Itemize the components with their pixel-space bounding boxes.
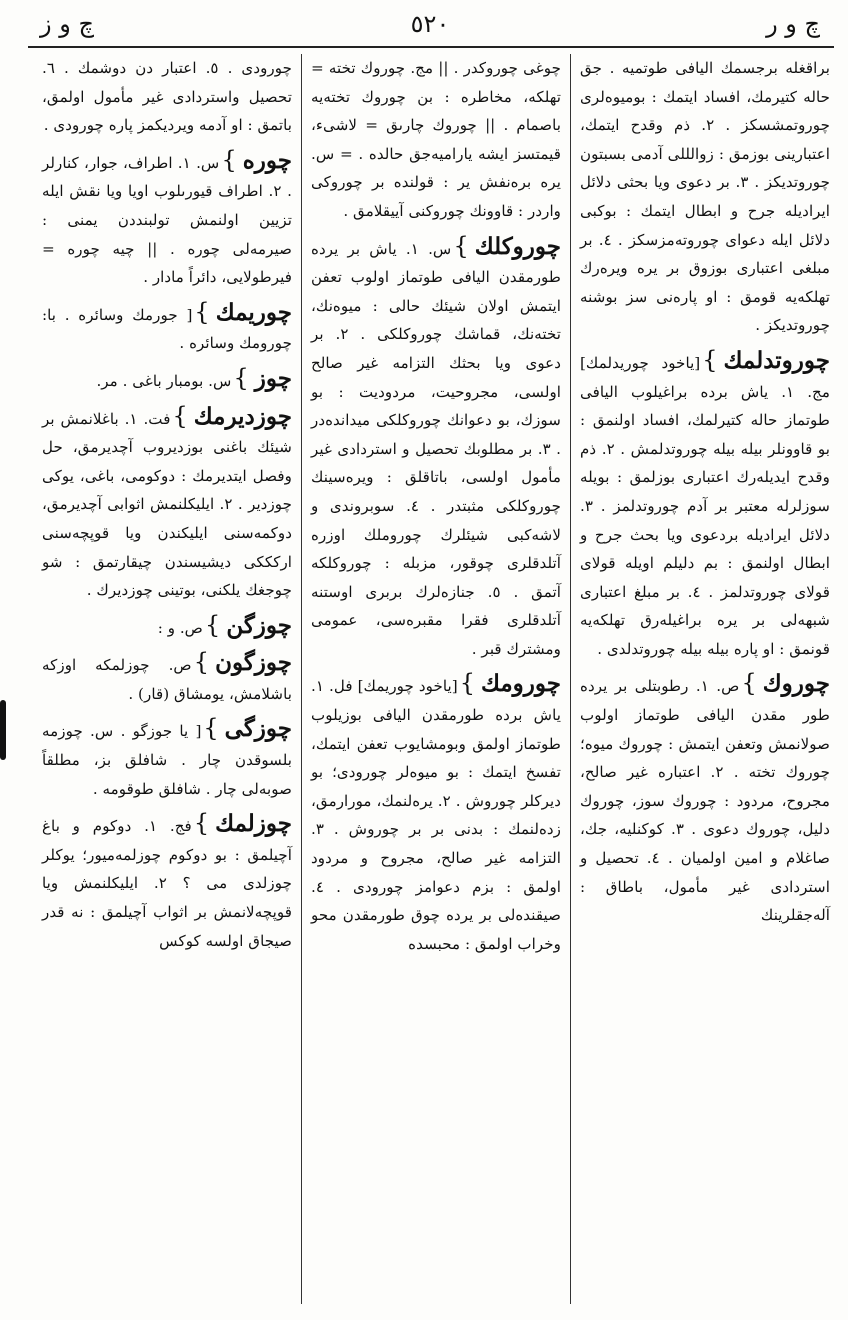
entry-definition: براقغله برجسمك اليافى طوتميه . جق حاله كتيرمك، افساد ايتمك : بومیوەلری چوروتمشسكز . ٢. ذم وقدح ايتمك، اعتبارينى بوزمق : زوالللی آدمی بسبتون چوروتديكز . ٣. بر دعوی ويا بحثی دلائل ايراديله جرح و ابطال ايتمك : بوكبی دلائل ايله دعوای چوروته‌مزسكز . ٤. بر مبلغی اعتباری بوزوق بر يره ويره‌رك تهلكه‌يه قومق : او پاره‌نی سز بوشنه چوروتديكز . (580, 59, 831, 335)
dictionary-entry (42, 714, 292, 803)
brace-mark: } (453, 231, 469, 260)
dictionary-entry (42, 809, 292, 955)
brace-mark: } (221, 145, 237, 174)
column-left (36, 54, 298, 1304)
dictionary-entry (42, 402, 292, 605)
dictionary-entry (580, 669, 830, 929)
entry-headword: چوروتدلمك (723, 346, 830, 374)
entry-definition: [ياخود چوريدلمك] مج. ١. ياش برده براغيلوب اليافى طوتماز حاله كتيرلمك، افساد اولنمق : بو قاوونلر بيله بيله چوروتدلمش . ٢. ذم وقدح ايديلەرك اعتبارى بوزلمق : بويله سوزلرله معتبر بر آدم چوروتدلمز . ٣. دلائل ايراديله بردعوی ويا بحث جرح و ابطال اولنمق : بم دليلم اويله قولای قولای چوروتدلمز . ٤. بر مبلغ اعتبارى شبهه‌لی بر يره براغيلەرق تهلكه‌يه قونمق : او پاره بيله بيله چوروتدلدی . (580, 353, 831, 658)
entry-headword: چوريمك (215, 298, 292, 326)
column-right (574, 54, 836, 1304)
entry-definition: چورودی . ٥. اعتبار دن دوشمك . ٦. تحصيل واستردادى غير مأمول اولمق، باتمق : او آدمه ويرديكمز پاره چورودی . (42, 59, 292, 135)
entry-headword: چوره (242, 146, 292, 174)
entry-definition: س. بومبار باغی . مر. (96, 371, 232, 390)
brace-mark: } (203, 714, 219, 743)
entry-headword: چوزديرمك (193, 402, 292, 430)
entry-definition: س. ١. اطراف، جوار، كنارلر . ٢. اطراف قيورىلوب اويا ويا نقش ايله تزيين اولنمش تولبنددن يمنی : صيرمه‌لی چوره . || چيه چوره = فيرطولايی، دائراً مادار . (42, 153, 293, 287)
dictionary-entry (42, 611, 292, 643)
entry-headword: چوزگی (224, 715, 292, 743)
column-middle (305, 54, 567, 1304)
running-head-right: چ و ر (766, 10, 820, 38)
entry-definition: س. ١. ياش بر يرده طورمقدن اليافى طوتماز اولوب تعفن ايتمش اولان شيئك حالی : ميوه‌نك، تخته‌نك، قماشك چوروكلكى . ٢. بر دعوی ويا بحثك التزامه غير صالح اولسی، مجروحيت، مردوديت : بو سوزك، بو دعوانك چوروكلكى ميدانده‌در . ٣. بر مطلوبك تحصيل و استردادى غير مأمول اولسی، باتاقلق : ويره‌سينك چوروكلكى مثبتدر . ٤. سوبروندی و لاشه‌كبی شيئلرك چوروملك اوزره آتلدقلری چوقور، مزبله : چوروكلكه آتمق . ٥. جنازه‌لرك بربری اوستنه آتلدقلری فقرا مقبره‌سی، عمومی ومشترك قبر . (311, 239, 562, 658)
dictionary-entry (311, 54, 561, 226)
entry-headword: چوزگن (226, 611, 292, 639)
entry-definition: [ يا جوزگو . س. چوزمه بلسوقدن چار . شافلق بز، مطلقاً صوبه‌لی چار . شافلق طوقومه . (42, 722, 292, 798)
entry-definition: ص. و : (157, 618, 204, 637)
entry-definition: [ياخود چوريمك] فل. ١. ياش برده طورمقدن اليافى بوزيلوب طوتماز اولمق وبومشايوب تعفن ايتمك، تفسخ ايتمك : بو ميوه‌لر چورودی؛ بو ديركلر چوروش . ٢. يره‌لنمك، مورارمق، زده‌لنمك : بدنی بر بر چوروش . ٣. التزامه غير صالح، مجروح و مردود اولمق : بزم دعوامز چورودی . ٤. صيقنده‌لی بر يرده چوق طورمقدن محو وخراب اولمق : محبسده (311, 677, 562, 953)
dictionary-entry (580, 54, 830, 340)
entry-headword: چوروك (762, 670, 830, 698)
dictionary-entry (580, 346, 830, 664)
entry-headword: چورومك (480, 670, 561, 698)
brace-mark: } (459, 669, 475, 698)
column-divider (570, 54, 571, 1304)
brace-mark: } (741, 669, 757, 698)
brace-mark: } (172, 401, 188, 430)
entry-definition: ص. ١. رطوبتلی بر يرده طور مقدن اليافى طوتماز اولوب صولانمش وتعفن ايتمش : چوروك ميوه؛ چوروك تخته . ٢. اعتباره غير صالح، مجروح، مردود : چوروك سوز، چوروك دليل، چوروك دعوی . ٣. كوكنليه، جك، صاغلام و امين اولميان . ٤. تحصيل و استردادى غير مأمول، باطاق : آله‌جقلرينك (580, 677, 830, 925)
brace-mark: } (233, 363, 249, 392)
page-number: ٥٢٠ (410, 10, 450, 38)
dictionary-entry (42, 146, 292, 292)
entry-definition: ص. چوزلمكه اوزكه باشلامش، يومشاق (قار) . (42, 656, 292, 703)
brace-mark: } (205, 610, 221, 639)
brace-mark: } (193, 809, 210, 838)
column-divider (301, 54, 302, 1304)
entry-definition: فت. ١. باغلانمش بر شيئك باغنی بوزديروب آچديرمق، حل وفصل ايتديرمك : دوكومی، باغی، يوكی چوزدير . ٢. ايليكلنمش اثوابی آچديرمق، دوكمه‌سنی ايليكندن ويا قوپچه‌سنی اركككی ديشيسندن چيقارتمق : شو چوجغك يلكنی، بوتينی چوزديرك . (42, 409, 293, 600)
dictionary-entry (42, 364, 292, 396)
entry-headword: چوروكلك (474, 232, 561, 260)
dictionary-entry (42, 54, 292, 140)
header-rule (28, 46, 834, 48)
entry-definition: [ جورمك وسائره . با: چورومك وسائره . (42, 305, 292, 353)
entry-headword: چوز (254, 364, 292, 392)
brace-mark: } (193, 648, 210, 677)
entry-definition: چوغی چوروكدر . || مج. چوروك تخته = تهلكه، مخاطره : بن چوروك تخته‌يه باصمام . || چوروك چارىق = لاشیء، قيمتسز ايشه يارامیه‌جق حالده . = س. يره برەنفش ير : قولنده بر چوروكى واردر : قاوونك چوروكنی آييقلامق . (311, 59, 561, 220)
page-header (30, 10, 830, 42)
brace-mark: } (194, 297, 210, 326)
text-columns (26, 54, 836, 1304)
dictionary-entry (42, 298, 292, 358)
entry-headword: چوزگون (215, 649, 292, 677)
entry-definition: فج. ١. دوكوم و باغ آچيلمق : بو دوكوم چوزلمه‌ميور؛ يوكلر چوزلدی می ؟ ٢. ايليكلنمش ويا قوپچه‌لانمش بر اثواب آچيلمق : نه قدر صيجاق اولسه كوكس (42, 817, 292, 950)
dictionary-entry (311, 232, 561, 664)
page-edge-mark (0, 700, 6, 760)
running-head-left: چ و ز (40, 10, 94, 38)
entry-headword: چوزلمك (215, 810, 292, 838)
dictionary-entry (42, 648, 292, 708)
brace-mark: } (702, 345, 718, 374)
dictionary-entry (311, 669, 561, 958)
